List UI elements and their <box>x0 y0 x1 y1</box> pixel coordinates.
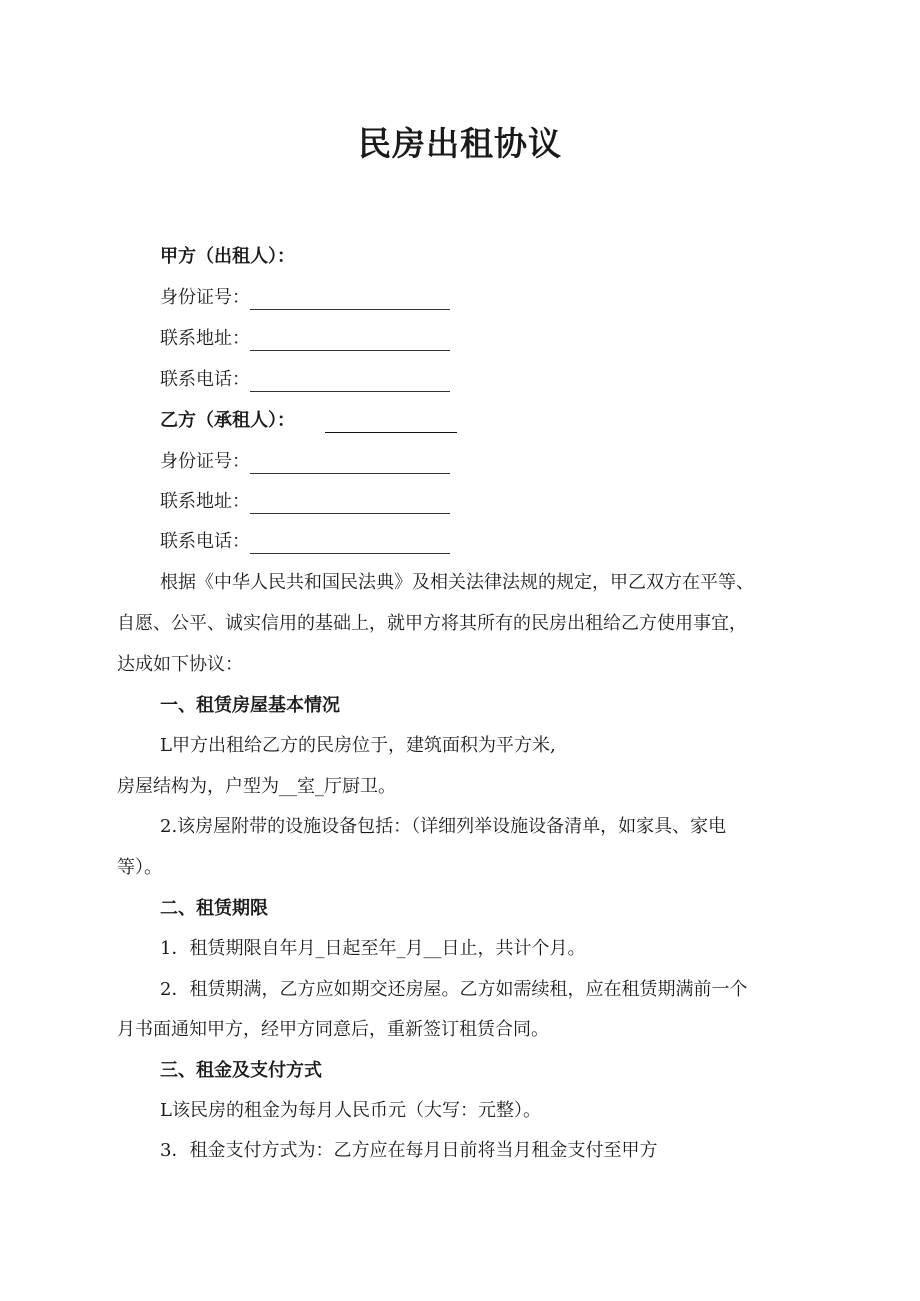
preamble-line-3: 达成如下协议： <box>117 654 243 675</box>
page-title: 民房出租协议 <box>358 124 562 163</box>
tenant-phone-label: 联系电话： <box>160 531 250 552</box>
landlord-address-blank <box>250 332 450 351</box>
section2-p1: 1．租赁期限自年月_日起至年_月__日止，共计个月。 <box>160 938 586 959</box>
tenant-id-blank <box>250 455 450 474</box>
tenant-name-blank <box>325 414 457 433</box>
tenant-heading: 乙方（承租人）： <box>160 410 295 431</box>
section1-p1-line-1: L甲方出租给乙方的民房位于，建筑面积为平方米, <box>160 735 556 756</box>
landlord-heading: 甲方（出租人）： <box>160 246 295 267</box>
section3-p1: L该民房的租金为每月人民币元（大写：元整）。 <box>160 1100 541 1121</box>
tenant-address-label: 联系地址： <box>160 491 250 512</box>
tenant-id-label: 身份证号： <box>160 451 250 472</box>
section1-heading: 一、租赁房屋基本情况 <box>160 695 340 716</box>
tenant-phone-row <box>160 530 450 554</box>
section2-p2-line-2: 月书面通知甲方，经甲方同意后，重新签订租赁合同。 <box>117 1019 549 1040</box>
section1-p1-line-2: 房屋结构为，户型为__室_厅厨卫。 <box>117 776 396 797</box>
preamble-line-2: 自愿、公平、诚实信用的基础上，就甲方将其所有的民房出租给乙方使用事宜， <box>117 613 747 634</box>
section2-heading: 二、租赁期限 <box>160 898 268 919</box>
section2-p2-line-1: 2．租赁期满，乙方应如期交还房屋。乙方如需续租，应在租赁期满前一个 <box>160 979 748 1000</box>
section1-p2-line-1: 2.该房屋附带的设施设备包括：（详细列举设施设备清单，如家具、家电 <box>160 816 727 837</box>
landlord-id-label: 身份证号： <box>160 287 250 308</box>
tenant-heading-row <box>160 409 457 433</box>
section3-p2: 3．租金支付方式为：乙方应在每月日前将当月租金支付至甲方 <box>160 1140 658 1161</box>
section1-p2-line-2: 等）。 <box>117 857 162 878</box>
landlord-phone-row <box>160 368 450 392</box>
landlord-address-row <box>160 327 450 351</box>
landlord-phone-blank <box>250 373 450 392</box>
preamble-line-1: 根据《中华人民共和国民法典》及相关法律法规的规定，甲乙双方在平等、 <box>160 572 754 593</box>
landlord-address-label: 联系地址： <box>160 328 250 349</box>
landlord-id-row <box>160 286 450 310</box>
tenant-address-row <box>160 490 450 514</box>
tenant-phone-blank <box>250 535 450 554</box>
tenant-address-blank <box>250 495 450 514</box>
section3-heading: 三、租金及支付方式 <box>160 1060 322 1081</box>
landlord-phone-label: 联系电话： <box>160 369 250 390</box>
landlord-id-blank <box>250 291 450 310</box>
tenant-id-row <box>160 450 450 474</box>
